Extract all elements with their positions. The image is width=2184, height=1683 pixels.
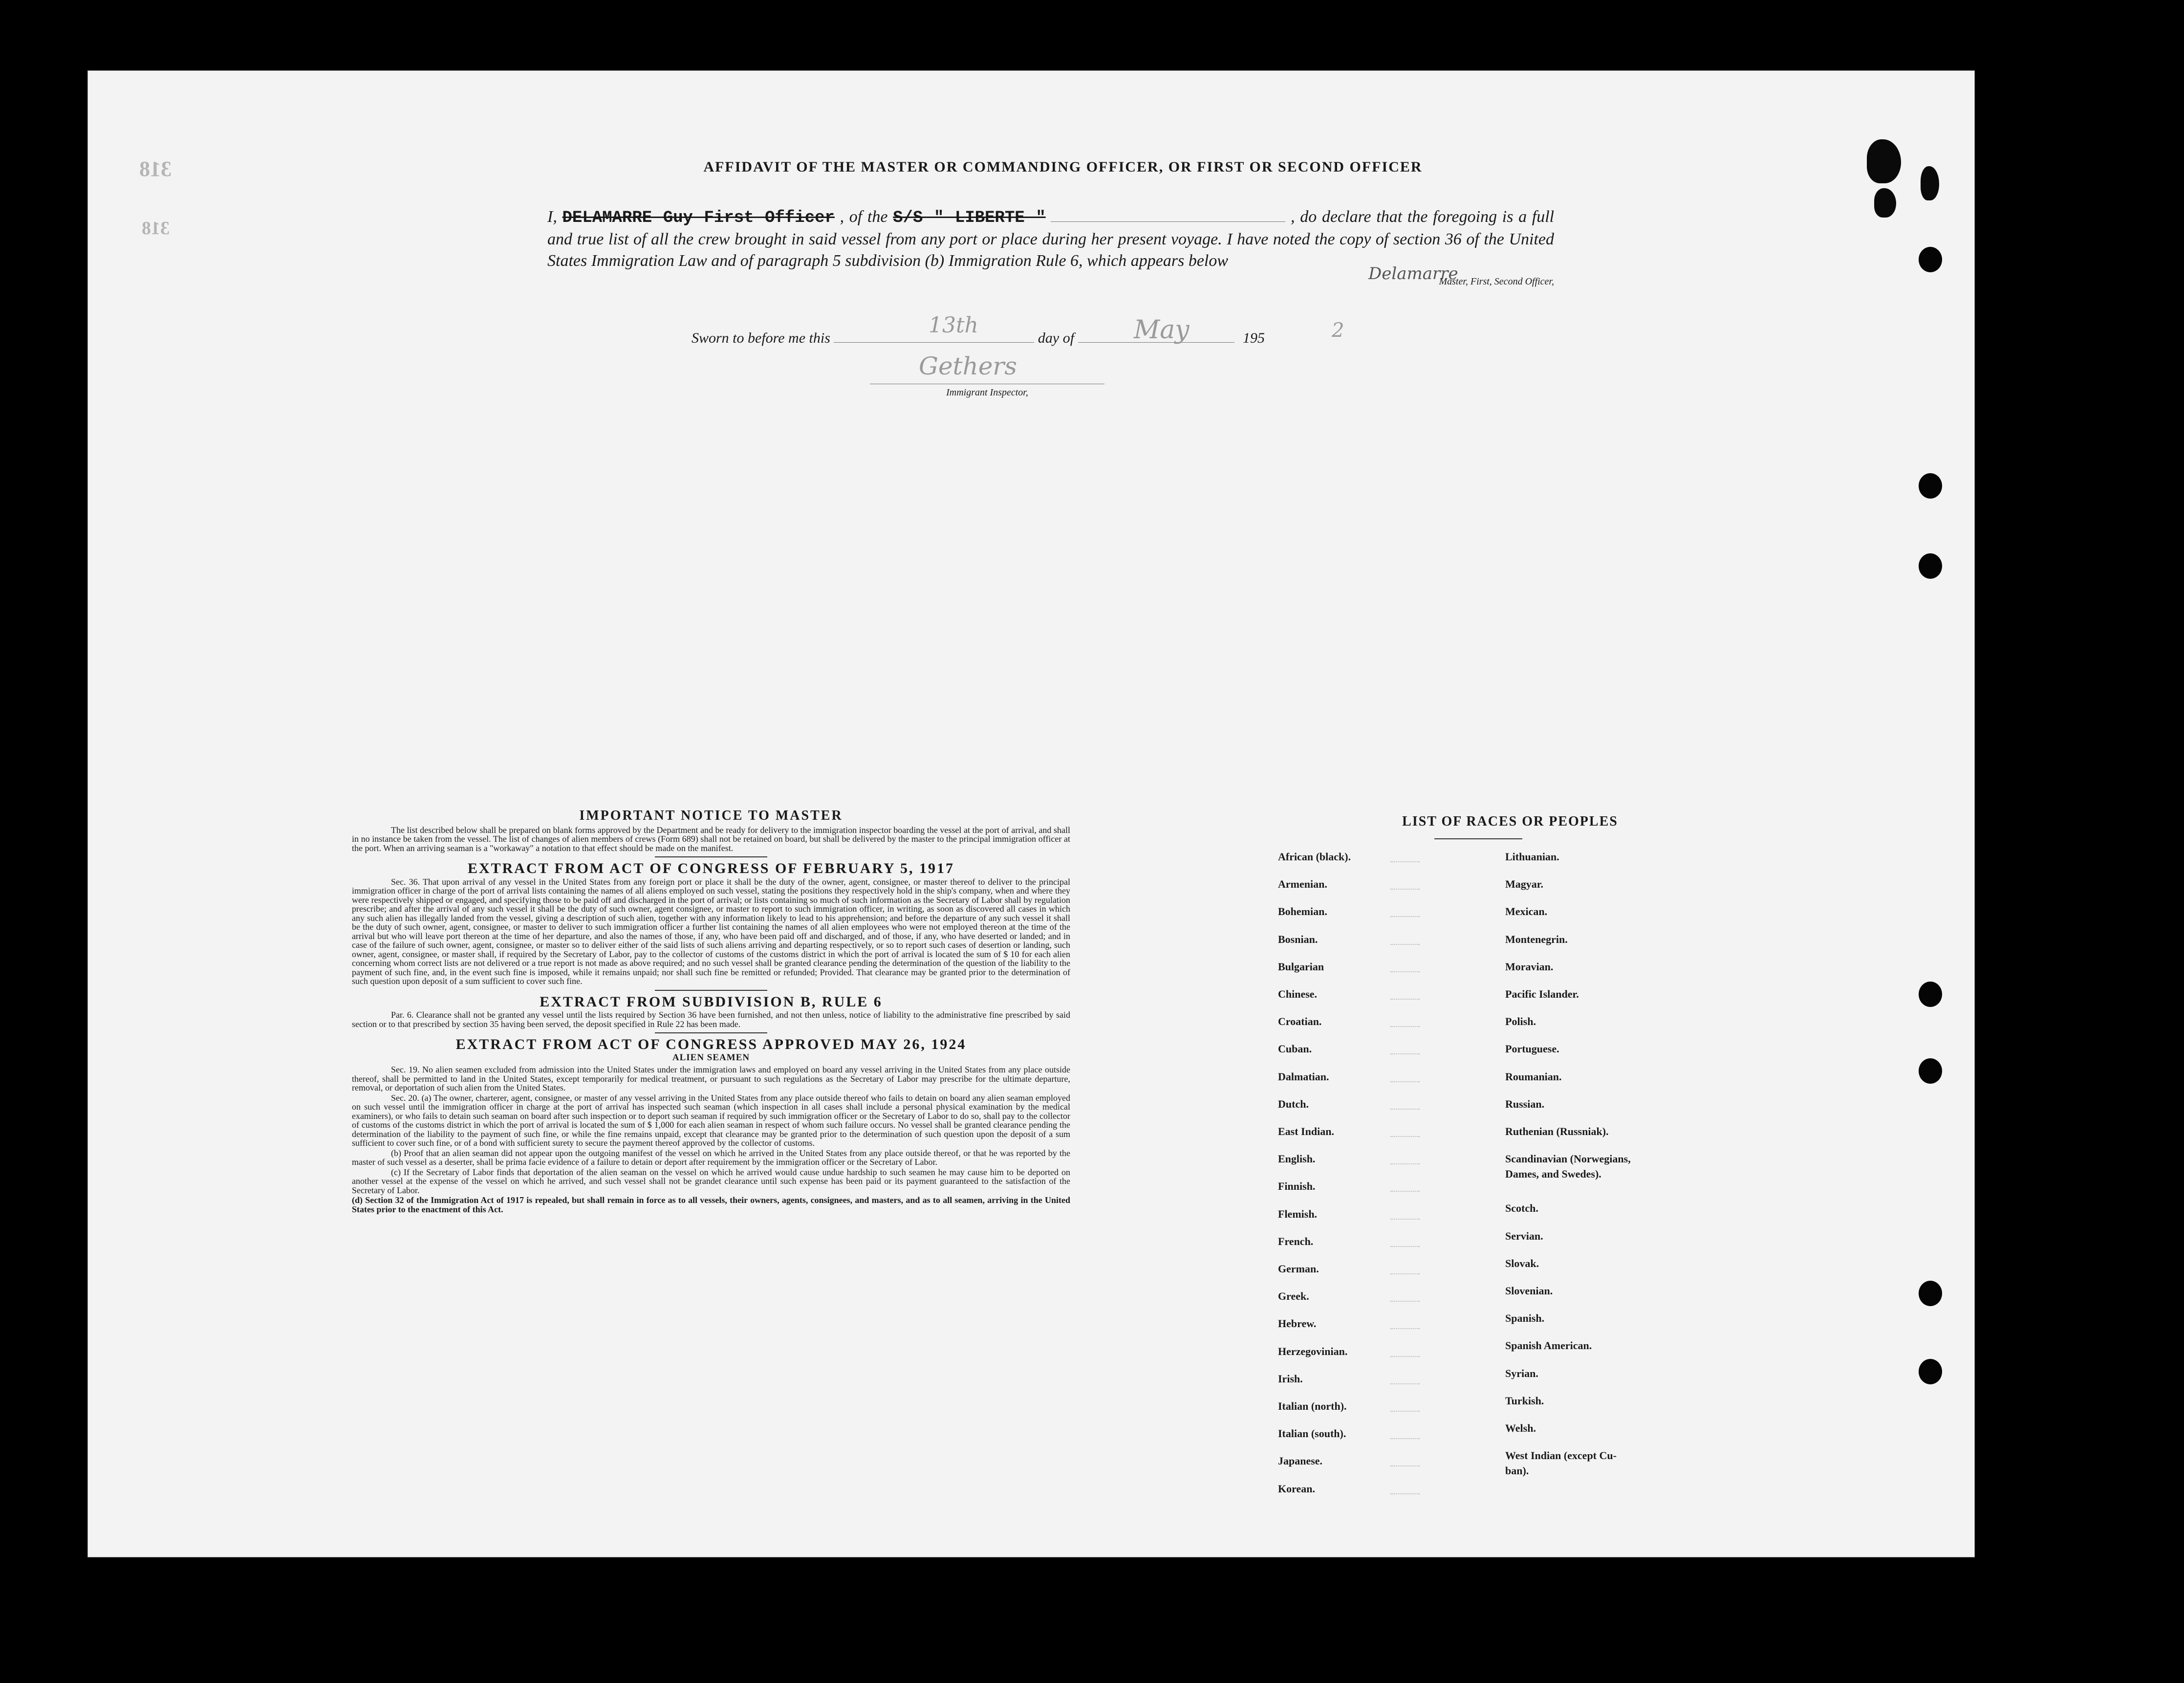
dotted-leader: [1390, 1493, 1420, 1494]
dotted-leader: [1390, 999, 1420, 1000]
dotted-leader: [1390, 1246, 1420, 1247]
dotted-leader: [1390, 971, 1420, 972]
declare-of-the: , of the: [840, 208, 888, 226]
binder-hole: [1919, 1281, 1942, 1306]
race-item: Moravian.: [1505, 960, 1554, 973]
dotted-leader: [1390, 1356, 1420, 1357]
race-item: West Indian (except Cu-: [1505, 1449, 1617, 1462]
extract-1924-sec20d: (d) Section 32 of the Immigration Act of 1917 is repealed, but shall remain in force as to all vessels, their owners, agents, consignees, and masters, and as to all seamen, arriving in the United States prior to the enactment of this Act.: [352, 1195, 1070, 1214]
ink-blot: [1874, 188, 1896, 218]
race-item: Hebrew.: [1278, 1317, 1317, 1330]
dotted-leader: [1390, 1438, 1420, 1439]
officer-signature: Delamarre: [1368, 264, 1458, 284]
race-item: Chinese.: [1278, 988, 1318, 1000]
race-item: German.: [1278, 1263, 1319, 1275]
dotted-leader: [1390, 944, 1420, 945]
race-item: Bosnian.: [1278, 933, 1318, 945]
race-item: Irish.: [1278, 1372, 1303, 1385]
dotted-leader: [1390, 1328, 1420, 1329]
race-item: Bulgarian: [1278, 960, 1324, 973]
race-item: East Indian.: [1278, 1125, 1334, 1137]
affidavit-declaration: [547, 206, 1554, 272]
dotted-leader: [1390, 889, 1420, 890]
race-item: Portuguese.: [1505, 1043, 1559, 1055]
declaration-text: that the foregoing is a full and true list of all the crew brought in said vessel from any port or place during her present voyage. I have noted the copy of section 36 of the United States Immigration Law and of paragraph 5 subdivision (b) Immigration Rule 6, which appears below: [547, 208, 1555, 270]
dotted-leader: [1390, 1136, 1420, 1137]
extract-1917-title: EXTRACT FROM ACT OF CONGRESS OF FEBRUARY 5, 1917: [467, 860, 955, 876]
dotted-leader: [1390, 1053, 1420, 1054]
dotted-leader: [1390, 1219, 1420, 1220]
sworn-day-handwritten: 13th: [929, 313, 979, 338]
races-title: LIST OF RACES OR PEOPLES: [1402, 814, 1618, 829]
race-item: Japanese.: [1278, 1455, 1323, 1467]
race-item: Ruthenian (Russniak).: [1505, 1125, 1609, 1137]
binder-hole: [1919, 553, 1942, 579]
sworn-prefix: Sworn to before me this: [692, 330, 830, 346]
inspector-label: Immigrant Inspector,: [870, 384, 1104, 398]
race-item: Magyar.: [1505, 878, 1544, 891]
dotted-leader: [1390, 1273, 1420, 1274]
binder-hole: [1919, 247, 1942, 272]
margin-mark-top: 318: [139, 157, 172, 181]
extract-1924-sec20b: (b) Proof that an alien seaman did not appear upon the outgoing manifest of the vessel on which he arrived in the United States from any place outside thereof, or that he was reported by the master of such vessel as a deserter, shall be prima facie evidence of a failure to detain or deport after requirement by the immigration officer or the Secretary of Labor.: [352, 1148, 1070, 1167]
race-item: Italian (south).: [1278, 1427, 1346, 1440]
extract-1917-text: Sec. 36. That upon arrival of any vessel in the United States from any foreign port or place it shall be the duty of the owner, agent, consignee, or master thereof to deliver to the principal immigration officer in charge of the port of arrival lists containing the names of all aliens employed on such vessel, stating the positions they respectively hold in the ship's company, when and where they were respectively shipped or engaged, and specifying those to be paid off and discharged in the port of arrival; or lists containing so much of such information as the Secretary of Labor shall by regulation prescribe; and after the arrival of any such vessel it shall be the duty of such owner, agent consignee, or master to report to such immigration officer, in writing, as soon as discovered all cases in which any such alien has illegally landed from the vessel, giving a description of such alien, together with any information likely to lead to his apprehension; and before the departure of any such vessel it shall be the duty of such owner, agent, consignee, or master to deliver to such immigration officer a further list containing the names of all alien employees who were not employed thereon at the time of the arrival but who will leave port thereon at the time of her departure, and also the names of those, if any, who have been paid off and discharged, and of those, if any, who have deserted or landed; and in case of the failure of such owner, agent, consignee, or master so to deliver either of the said lists of such aliens arriving and departing respectively, or so to report such cases of desertion or landing, such owner, agent, consignee, or master shall, if required by the Secretary of Labor, pay to the collector of customs of the customs district in which the port of arrival is located the sum of $ 10 for each alien concerning whom correct lists are not delivered or a true report is not made as above required; and no such vessel shall be granted clearance pending the determination of the question of the liability to the payment of such fine, and, in the event such fine is imposed, while it remains unpaid; nor shall such fine be remitted or refunded; Provided. That clearance may be granted prior to the determination of such question upon deposit of a sum sufficient to cover such fine.: [352, 876, 1070, 986]
manifest-page: [88, 71, 1974, 1557]
dotted-leader: [1390, 1465, 1420, 1466]
race-item: Spanish.: [1505, 1312, 1545, 1325]
race-item: Korean.: [1278, 1482, 1315, 1495]
inspector-signature: Gethers: [919, 352, 1017, 380]
notice-title: IMPORTANT NOTICE TO MASTER: [579, 808, 843, 823]
race-item: Mexican.: [1505, 905, 1548, 918]
dotted-leader: [1390, 916, 1420, 917]
declare-suffix: , do declare: [1291, 208, 1371, 226]
race-item: Greek.: [1278, 1290, 1309, 1303]
race-item: African (black).: [1278, 851, 1351, 863]
margin-mark-lower: 318: [142, 218, 170, 239]
extract-1924-sec20a: Sec. 20. (a) The owner, charterer, agent, consignee, or master of any vessel arriving in the United States from any place outside thereof who fails to detain on board any alien seaman employed on such vessel until the immigration officer in charge at the port of arrival has inspected such seaman (which inspection in all cases shall include a personal physical examination by the medical examiners), or who fails to detain such seaman on board after such inspection or to deport such seaman if required by such immigration officer or the Secretary of Labor to do so, shall pay to the collector of customs of the customs district in which the port of arrival is located the sum of $ 1,000 for each alien seaman in respect of whom such failure occurs. No vessel shall be granted clearance pending the determination of the liability to the payment of such fine, or while the fine remains unpaid, except that clearance may be granted prior to the determination of such question upon the deposit of a sum sufficient to cover such fine, or of a bond with sufficient surety to secure the payment thereof approved by the collector of customs.: [352, 1093, 1070, 1148]
race-item: Servian.: [1505, 1229, 1543, 1242]
extract-rule6-text: Par. 6. Clearance shall not be granted any vessel until the lists required by Section 36 have been furnished, and not then unless, notice of liability to the administrative fine prescribed by said section or to that prescribed by section 35 having been served, the deposit specified in Rule 22 has been made.: [352, 1010, 1070, 1029]
extract-1924-title: EXTRACT FROM ACT OF CONGRESS APPROVED MAY 26, 1924: [455, 1036, 967, 1052]
race-item: Armenian.: [1278, 878, 1327, 891]
binder-hole: [1919, 1058, 1942, 1084]
race-item: Cuban.: [1278, 1043, 1312, 1055]
race-item: Polish.: [1505, 1015, 1536, 1028]
notice-intro: The list described below shall be prepared on blank forms approved by the Department and be ready for delivery to the immigration inspector boarding the vessel at the port of arrival, and shall in no instance be taken from the vessel. The list of changes of alien members of crews (Form 689) shall not be retained on board, but shall be delivered by the master to the principal immigration officer at the port. When an arriving seaman is a "workaway" a notation to that effect should be made on the manifest.: [352, 825, 1070, 853]
race-item: Lithuanian.: [1505, 851, 1559, 863]
race-item: Scandinavian (Norwegians,: [1505, 1153, 1631, 1165]
sworn-day-of: day of: [1038, 330, 1075, 346]
officer-title-line: Master, First, Second Officer,: [1439, 276, 1554, 287]
sworn-year: 195: [1243, 330, 1265, 346]
race-item: English.: [1278, 1153, 1316, 1165]
race-item: Bohemian.: [1278, 905, 1327, 918]
ink-blot: [1867, 139, 1901, 183]
race-item: Dames, and Swedes).: [1505, 1168, 1601, 1180]
sworn-year-handwritten: 2: [1332, 319, 1344, 342]
dotted-leader: [1390, 1301, 1420, 1302]
race-item: Spanish American.: [1505, 1339, 1592, 1352]
dotted-leader: [1390, 1191, 1420, 1192]
race-item: Italian (north).: [1278, 1400, 1347, 1412]
dotted-leader: [1390, 1411, 1420, 1412]
sworn-month-handwritten: May: [1134, 315, 1189, 345]
race-item: Roumanian.: [1505, 1070, 1562, 1083]
race-item: Flemish.: [1278, 1207, 1318, 1220]
affidavit-title: AFFIDAVIT OF THE MASTER OR COMMANDING OFFICER, OR FIRST OR SECOND OFFICER: [703, 159, 1423, 175]
race-item: Welsh.: [1505, 1421, 1536, 1434]
officer-name: DELAMARRE Guy First Officer: [562, 209, 835, 227]
dotted-leader: [1390, 1383, 1420, 1384]
race-item: Montenegrin.: [1505, 933, 1568, 945]
dotted-leader: [1390, 1109, 1420, 1110]
extract-1924-subtitle: ALIEN SEAMEN: [672, 1052, 750, 1063]
notice-section: [352, 808, 1070, 1215]
race-item: Scotch.: [1505, 1202, 1538, 1215]
race-item: Syrian.: [1505, 1367, 1538, 1379]
extract-1924-sec20c: (c) If the Secretary of Labor finds that deportation of the alien seaman on the vessel on which he arrived would cause undue hardship to such seamen he may cause him to be deported on another vessel at the expense of the vessel on which he arrived, and such vessel shall not be grandet clearance until such expense has been paid or its payment guaranteed to the satisfaction of the Secretary of Labor.: [352, 1167, 1070, 1195]
race-item: Dalmatian.: [1278, 1070, 1329, 1083]
dotted-leader: [1390, 1026, 1420, 1027]
race-item: Turkish.: [1505, 1394, 1544, 1407]
vessel-name: S/S " LIBERTE ": [893, 209, 1046, 227]
race-item: French.: [1278, 1235, 1314, 1247]
race-item: Dutch.: [1278, 1097, 1309, 1110]
race-item: Finnish.: [1278, 1180, 1316, 1193]
race-item: Russian.: [1505, 1097, 1545, 1110]
extract-rule6-title: EXTRACT FROM SUBDIVISION B, RULE 6: [540, 993, 883, 1010]
ink-blot: [1921, 166, 1939, 200]
race-item: Slovenian.: [1505, 1284, 1553, 1297]
dotted-leader: [1390, 861, 1420, 862]
race-item: ban).: [1505, 1464, 1529, 1477]
race-item: Pacific Islander.: [1505, 988, 1579, 1000]
extract-1924-sec19: Sec. 19. No alien seamen excluded from admission into the United States under the immigration laws and employed on board any vessel arriving in the United States from any place outside thereof, shall be permitted to land in the United States, except temporarily for medical treatment, or pursuant to such regulations as the Secretary of Labor may prescribe for the ultimate departure, removal, or deportation of such alien from the United States.: [352, 1065, 1070, 1093]
race-item: Herzegovinian.: [1278, 1345, 1348, 1357]
binder-hole: [1919, 473, 1942, 499]
binder-hole: [1919, 1359, 1942, 1384]
race-item: Slovak.: [1505, 1257, 1539, 1269]
race-item: Croatian.: [1278, 1015, 1322, 1028]
dotted-leader: [1390, 1081, 1420, 1082]
binder-hole: [1919, 982, 1942, 1007]
dotted-leader: [1390, 1163, 1420, 1164]
declare-i: I,: [547, 208, 557, 226]
